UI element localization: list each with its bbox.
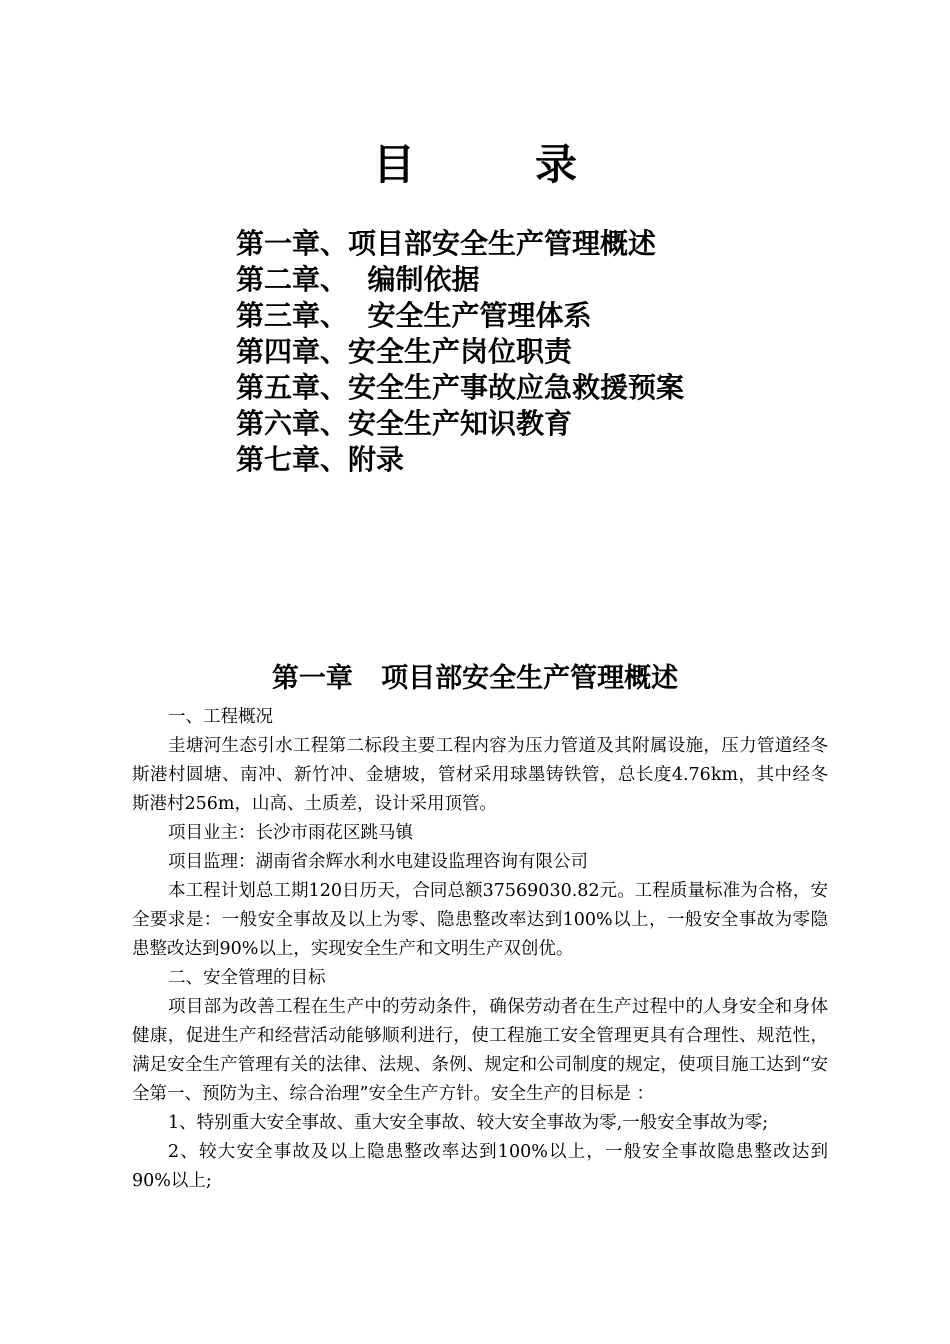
toc-list (236, 226, 684, 478)
paragraph-project-owner: 项目业主：长沙市雨花区跳马镇 (168, 823, 413, 843)
toc-item-chapter-2[interactable]: 第二章、 编制依据 (236, 263, 480, 296)
paragraph-schedule-contract: 本工程计划总工期120日历天，合同总额37569030.82元。工程质量标准为合格，安全要求是：一般安全事故及以上为零、隐患整改率达到100%以上，一般安全事故为零隐患整改达到90%以上，实现安全生产和文明生产双创优。 (132, 881, 828, 959)
paragraph-safety-purpose: 项目部为改善工程在生产中的劳动条件，确保劳动者在生产过程中的人身安全和身体健康，促进生产和经营活动能够顺利进行，使工程施工安全管理更具有合理性、规范性，满足安全生产管理有关的法律、法规、条例、规定和公司制度的规定，使项目施工达到“安全第一、预防为主、综合治理”安全生产方针。安全生产的目标是 ： (132, 997, 828, 1104)
toc-item-chapter-6[interactable]: 第六章、安全生产知识教育 (236, 407, 573, 440)
toc-item-chapter-4[interactable]: 第四章、安全生产岗位职责 (236, 335, 573, 368)
chapter-1-heading: 第一章 项目部安全生产管理概述 (271, 663, 679, 694)
section-heading-overview: 一、工程概况 (168, 707, 273, 727)
section-heading-safety-goals: 二、安全管理的目标 (168, 968, 326, 988)
toc-item-chapter-1[interactable]: 第一章、项目部安全生产管理概述 (236, 227, 657, 260)
chapter-1-body (132, 703, 828, 1196)
list-item-goal-2: 2、较大安全事故及以上隐患整改率达到100%以上，一般安全事故隐患整改达到90%以上; (132, 1142, 828, 1191)
paragraph-project-description: 圭塘河生态引水工程第二标段主要工程内容为压力管道及其附属设施，压力管道经冬斯港村圆塘、南冲、新竹冲、金塘坡，管材采用球墨铸铁管，总长度4.76km，其中经冬斯港村256m，山高、土质差，设计采用顶管。 (132, 736, 828, 814)
toc-item-chapter-5[interactable]: 第五章、安全生产事故应急救援预案 (236, 371, 685, 404)
paragraph-project-supervisor: 项目监理：湖南省余辉水利水电建设监理咨询有限公司 (168, 852, 588, 872)
toc-title-left: 目 (372, 140, 415, 189)
list-item-goal-1: 1、特别重大安全事故、重大安全事故、较大安全事故为零,一般安全事故为零; (168, 1113, 769, 1133)
toc-item-chapter-3[interactable]: 第三章、 安全生产管理体系 (236, 299, 592, 332)
toc-title (0, 132, 950, 192)
toc-item-chapter-7[interactable]: 第七章、附录 (236, 443, 405, 476)
toc-title-right: 录 (535, 140, 578, 189)
